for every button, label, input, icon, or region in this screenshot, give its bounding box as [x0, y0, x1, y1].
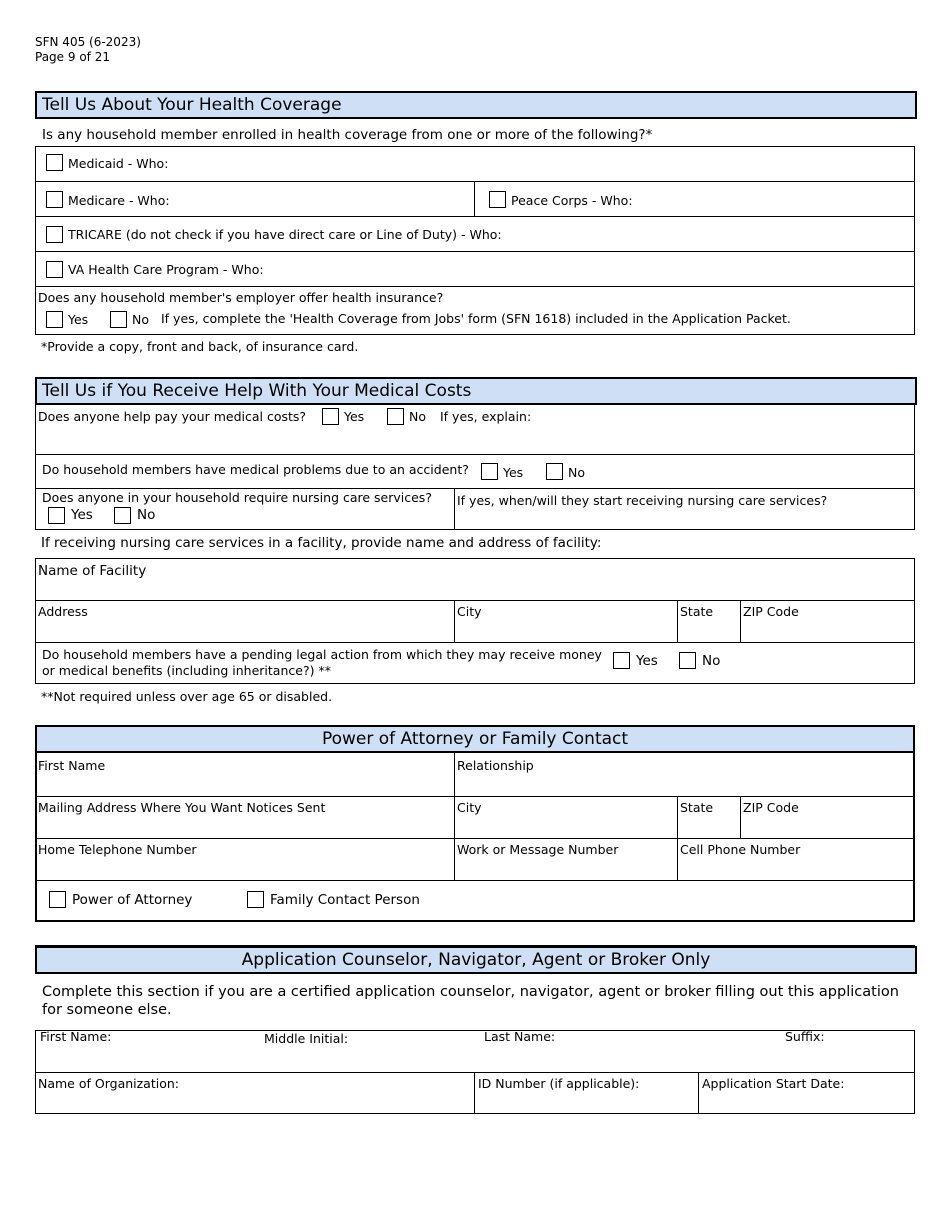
section-title: Application Counselor, Navigator, Agent or Broker Only: [241, 950, 711, 970]
legal-question-line1: Do household members have a pending legal action from which they may receive money: [42, 647, 602, 662]
accident-no-label: No: [568, 465, 585, 480]
employer-yes-label: Yes: [68, 312, 89, 327]
peace-corps-label: Peace Corps - Who:: [511, 193, 633, 208]
section-title: Power of Attorney or Family Contact: [321, 729, 629, 749]
counselor-instruction-line2: for someone else.: [42, 1002, 172, 1018]
nursing-no-label: No: [137, 507, 156, 523]
medicare-label: Medicare - Who:: [68, 193, 170, 208]
help-yes-label: Yes: [344, 409, 365, 424]
poa-relationship-field[interactable]: Relationship: [457, 758, 534, 773]
employer-yes-checkbox[interactable]: [46, 311, 63, 328]
coverage-footnote: *Provide a copy, front and back, of insurance card.: [41, 339, 359, 354]
accident-yes-label: Yes: [503, 465, 524, 480]
facility-instruction: If receiving nursing care services in a facility, provide name and address of facility:: [41, 535, 602, 551]
poa-mailing-address-field[interactable]: Mailing Address Where You Want Notices Sent: [38, 800, 326, 815]
legal-no-label: No: [702, 653, 721, 669]
counselor-suffix-field[interactable]: Suffix:: [785, 1029, 825, 1044]
section-title: Tell Us if You Receive Help With Your Medical Costs: [42, 381, 472, 401]
counselor-start-date-field[interactable]: Application Start Date:: [702, 1076, 845, 1091]
employer-question: Does any household member's employer offer health insurance?: [38, 290, 444, 305]
counselor-organization-field[interactable]: Name of Organization:: [38, 1076, 179, 1091]
section-medical-costs-header: [35, 377, 917, 405]
help-question: Does anyone help pay your medical costs?: [38, 409, 307, 424]
nursing-no-checkbox[interactable]: [114, 507, 131, 524]
help-yes-checkbox[interactable]: [322, 408, 339, 425]
counselor-middle-initial-field[interactable]: Middle Initial:: [264, 1031, 349, 1046]
section-counselor-header: [35, 946, 917, 974]
counselor-id-number-field[interactable]: ID Number (if applicable):: [478, 1076, 640, 1091]
legal-yes-label: Yes: [636, 653, 658, 669]
section-health-coverage-header: [35, 91, 917, 119]
section-attorney-header: [37, 727, 913, 753]
coverage-question: Is any household member enrolled in health coverage from one or more of the following?*: [42, 127, 653, 143]
nursing-yes-label: Yes: [71, 507, 93, 523]
medicare-checkbox[interactable]: [46, 191, 63, 208]
poa-cell-phone-field[interactable]: Cell Phone Number: [680, 842, 801, 857]
nursing-when-label: If yes, when/will they start receiving nursing care services?: [457, 493, 828, 508]
poa-first-name-field[interactable]: First Name: [38, 758, 106, 773]
nursing-yes-checkbox[interactable]: [48, 507, 65, 524]
medicaid-label: Medicaid - Who:: [68, 156, 169, 171]
counselor-instruction-line1: Complete this section if you are a certified application counselor, navigator, agent or broker filling out this application: [42, 984, 899, 1000]
poa-work-phone-field[interactable]: Work or Message Number: [457, 842, 619, 857]
family-contact-label: Family Contact Person: [270, 892, 420, 908]
help-no-label: No: [409, 409, 426, 424]
va-checkbox[interactable]: [46, 261, 63, 278]
poa-zip-field[interactable]: ZIP Code: [743, 800, 799, 815]
poa-state-field[interactable]: State: [680, 800, 714, 815]
legal-question-line2: or medical benefits (including inheritance?) **: [42, 663, 331, 678]
tricare-checkbox[interactable]: [46, 226, 63, 243]
employer-no-label: No: [132, 312, 149, 327]
legal-yes-checkbox[interactable]: [613, 652, 630, 669]
facility-address-field[interactable]: Address: [38, 604, 88, 619]
poa-home-phone-field[interactable]: Home Telephone Number: [38, 842, 197, 857]
help-no-checkbox[interactable]: [387, 408, 404, 425]
counselor-last-name-field[interactable]: Last Name:: [484, 1029, 556, 1044]
nursing-question: Does anyone in your household require nursing care services?: [42, 490, 432, 505]
form-id: SFN 405 (6-2023): [35, 35, 141, 49]
facility-state-field[interactable]: State: [680, 604, 714, 619]
counselor-first-name-field[interactable]: First Name:: [40, 1029, 112, 1044]
explain-label: If yes, explain:: [440, 409, 532, 424]
facility-zip-field[interactable]: ZIP Code: [743, 604, 799, 619]
medical-footnote: **Not required unless over age 65 or disabled.: [41, 689, 333, 704]
page-number: Page 9 of 21: [35, 50, 110, 64]
employer-note: If yes, complete the 'Health Coverage from Jobs' form (SFN 1618) included in the Application Packet.: [161, 311, 791, 326]
section-title: Tell Us About Your Health Coverage: [42, 95, 342, 115]
medicaid-checkbox[interactable]: [46, 154, 63, 171]
employer-no-checkbox[interactable]: [110, 311, 127, 328]
va-label: VA Health Care Program - Who:: [68, 262, 264, 277]
accident-yes-checkbox[interactable]: [481, 463, 498, 480]
accident-no-checkbox[interactable]: [546, 463, 563, 480]
family-contact-checkbox[interactable]: [247, 891, 264, 908]
facility-city-field[interactable]: City: [457, 604, 482, 619]
peace-corps-checkbox[interactable]: [489, 191, 506, 208]
power-of-attorney-label: Power of Attorney: [72, 892, 193, 908]
legal-no-checkbox[interactable]: [679, 652, 696, 669]
poa-city-field[interactable]: City: [457, 800, 482, 815]
tricare-label: TRICARE (do not check if you have direct care or Line of Duty) - Who:: [68, 227, 502, 242]
accident-question: Do household members have medical problems due to an accident?: [42, 462, 469, 477]
facility-name-field[interactable]: Name of Facility: [38, 563, 147, 579]
power-of-attorney-checkbox[interactable]: [49, 891, 66, 908]
